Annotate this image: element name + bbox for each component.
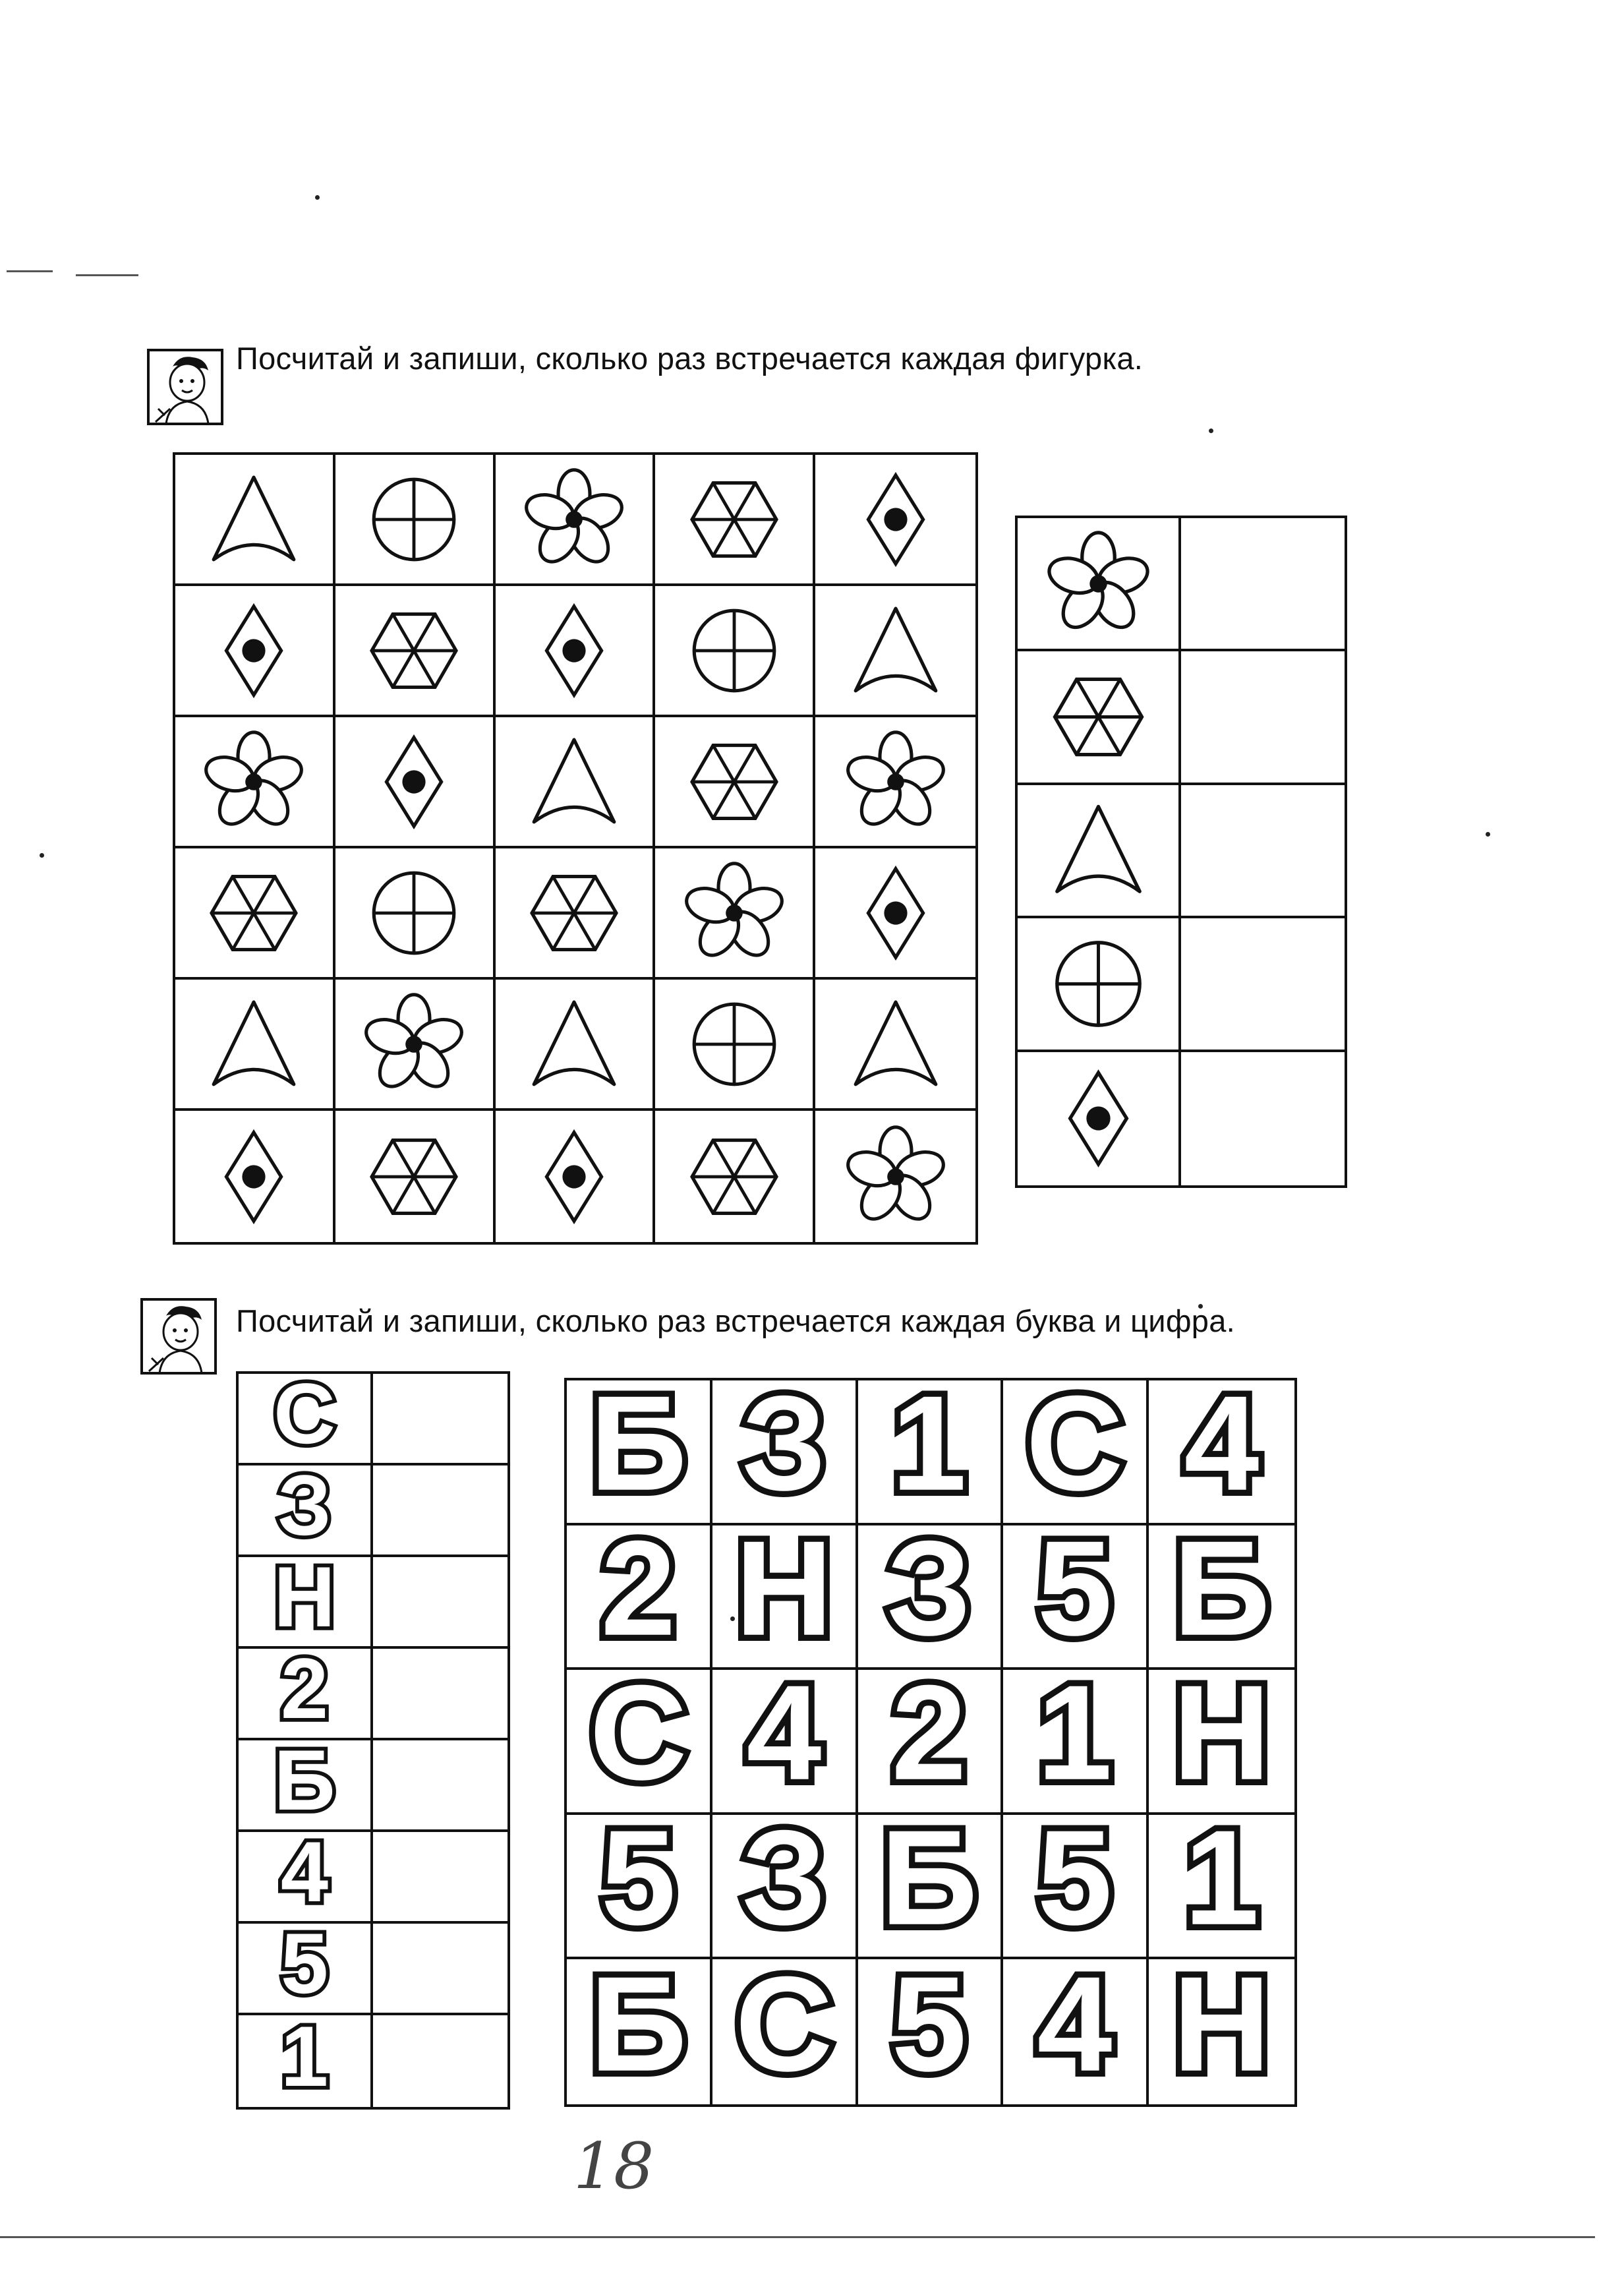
outlined-character: 4: [1184, 1384, 1260, 1520]
outlined-character: З: [741, 1818, 826, 1953]
character-cell: [712, 1380, 858, 1525]
outlined-character: Н: [1173, 1964, 1271, 2100]
hexagon-icon: [682, 729, 787, 835]
answer-input-box[interactable]: [1181, 918, 1345, 1051]
shape-cell: [496, 1111, 656, 1242]
outlined-character: С: [589, 1673, 687, 1809]
answer-key-cell: [1018, 785, 1181, 918]
triangle-icon: [521, 729, 627, 835]
outlined-character: З: [277, 1467, 332, 1553]
shape-cell: [175, 717, 335, 848]
shapes-answer-table: [1015, 516, 1347, 1188]
answer-key-cell: [239, 1740, 373, 1832]
task-1-title: Посчитай и запиши, сколько раз встречается каждая фигурка.: [236, 341, 1144, 376]
triangle-icon: [201, 467, 306, 572]
outlined-character: 5: [280, 1925, 329, 2011]
circle-cross-icon: [682, 992, 787, 1097]
shape-cell: [175, 1111, 335, 1242]
answer-input-box[interactable]: [373, 1832, 508, 1924]
shape-cell: [335, 717, 496, 848]
character-cell: [567, 1525, 712, 1671]
circle-cross-icon: [361, 860, 467, 966]
flower-icon: [521, 467, 627, 572]
shapes-grid: [173, 452, 978, 1245]
child-reading-icon: [140, 1297, 218, 1375]
diamond-dot-icon: [1044, 1064, 1153, 1173]
triangle-icon: [1044, 796, 1153, 904]
character-cell: [567, 1380, 712, 1525]
triangle-icon: [201, 992, 306, 1097]
hexagon-icon: [682, 1124, 787, 1229]
scan-artifact-bottom-line: [0, 2236, 1595, 2238]
outlined-character: 2: [891, 1673, 967, 1809]
scan-artifact-line: [76, 274, 138, 276]
character-cell: [1149, 1815, 1294, 1960]
answer-key-cell: [239, 1374, 373, 1465]
task-2-title: Посчитай и запиши, сколько раз встречается каждая буква и цифра.: [236, 1303, 1236, 1338]
character-cell: [712, 1525, 858, 1671]
character-cell: [1149, 1380, 1294, 1525]
character-cell: [1003, 1670, 1149, 1815]
answer-key-cell: [239, 1465, 373, 1557]
outlined-character: З: [886, 1528, 972, 1664]
flower-icon: [201, 729, 306, 835]
answer-input-box[interactable]: [373, 2015, 508, 2107]
answer-input-box[interactable]: [1181, 518, 1345, 651]
shape-cell: [175, 848, 335, 980]
character-cell: [1149, 1525, 1294, 1671]
answer-input-box[interactable]: [1181, 785, 1345, 918]
outlined-character: 1: [1037, 1673, 1113, 1809]
shape-cell: [815, 586, 975, 717]
shape-cell: [335, 586, 496, 717]
triangle-icon: [521, 992, 627, 1097]
outlined-character: 4: [1037, 1964, 1113, 2100]
page-number: 18: [573, 2129, 654, 2203]
character-cell: [712, 1815, 858, 1960]
circle-cross-icon: [682, 598, 787, 703]
flower-icon: [682, 860, 787, 966]
character-cell: [567, 1670, 712, 1815]
triangle-icon: [843, 992, 948, 1097]
flower-icon: [1044, 529, 1153, 638]
scan-speck: [1486, 832, 1490, 837]
outlined-character: С: [1026, 1384, 1124, 1520]
answer-input-box[interactable]: [373, 1924, 508, 2015]
shape-cell: [655, 455, 815, 586]
diamond-dot-icon: [843, 860, 948, 966]
character-cell: [858, 1670, 1004, 1815]
shape-cell: [335, 848, 496, 980]
circle-cross-icon: [361, 467, 467, 572]
character-cell: [567, 1815, 712, 1960]
child-reading-icon: [146, 348, 224, 426]
answer-input-box[interactable]: [373, 1649, 508, 1740]
diamond-dot-icon: [521, 598, 627, 703]
answer-key-cell: [239, 1832, 373, 1924]
shape-cell: [815, 717, 975, 848]
hexagon-icon: [682, 467, 787, 572]
hexagon-icon: [361, 598, 467, 703]
diamond-dot-icon: [201, 1124, 306, 1229]
scan-speck: [1209, 429, 1213, 433]
circle-cross-icon: [1044, 930, 1153, 1038]
diamond-dot-icon: [843, 467, 948, 572]
character-cell: [1149, 1959, 1294, 2104]
shape-cell: [815, 848, 975, 980]
outlined-character: 2: [280, 1650, 329, 1736]
outlined-character: 1: [280, 2018, 329, 2104]
hexagon-icon: [1044, 663, 1153, 771]
answer-input-box[interactable]: [1181, 1052, 1345, 1185]
outlined-character: 5: [1037, 1818, 1113, 1953]
answer-key-cell: [239, 1557, 373, 1649]
character-cell: [1149, 1670, 1294, 1815]
hexagon-icon: [521, 860, 627, 966]
answer-key-cell: [239, 1649, 373, 1740]
shape-cell: [496, 717, 656, 848]
diamond-dot-icon: [521, 1124, 627, 1229]
character-cell: [858, 1959, 1004, 2104]
outlined-character: 5: [891, 1964, 967, 2100]
shape-cell: [496, 586, 656, 717]
diamond-dot-icon: [361, 729, 467, 835]
outlined-character: Н: [735, 1528, 833, 1664]
shape-cell: [815, 455, 975, 586]
character-cell: [712, 1959, 858, 2104]
answer-key-cell: [1018, 918, 1181, 1051]
character-cell: [1003, 1380, 1149, 1525]
character-cell: [712, 1670, 858, 1815]
answer-key-cell: [239, 2015, 373, 2107]
shape-cell: [335, 1111, 496, 1242]
answer-input-box[interactable]: [373, 1465, 508, 1557]
outlined-character: Н: [274, 1558, 335, 1645]
shape-cell: [175, 455, 335, 586]
shape-cell: [496, 455, 656, 586]
outlined-character: 1: [1184, 1818, 1260, 1953]
outlined-character: З: [741, 1384, 826, 1520]
answer-input-box[interactable]: [373, 1374, 508, 1465]
answer-input-box[interactable]: [373, 1740, 508, 1832]
answer-key-cell: [1018, 518, 1181, 651]
shape-cell: [655, 586, 815, 717]
shape-cell: [655, 980, 815, 1111]
outlined-character: Б: [589, 1384, 687, 1520]
character-cell: [858, 1380, 1004, 1525]
answer-key-cell: [239, 1924, 373, 2015]
flower-icon: [361, 992, 467, 1097]
shape-cell: [815, 1111, 975, 1242]
outlined-character: Н: [1173, 1673, 1271, 1809]
outlined-character: 4: [280, 1833, 329, 1920]
outlined-character: 5: [1037, 1528, 1113, 1664]
flower-icon: [843, 729, 948, 835]
answer-key-cell: [1018, 651, 1181, 784]
character-cell: [1003, 1815, 1149, 1960]
shape-cell: [655, 1111, 815, 1242]
outlined-character: 2: [600, 1528, 676, 1664]
answer-key-cell: [1018, 1052, 1181, 1185]
hexagon-icon: [361, 1124, 467, 1229]
characters-grid: [564, 1378, 1297, 2107]
flower-icon: [843, 1124, 948, 1229]
hexagon-icon: [201, 860, 306, 966]
shape-cell: [175, 586, 335, 717]
shape-cell: [655, 848, 815, 980]
outlined-character: С: [274, 1375, 335, 1462]
answer-input-box[interactable]: [373, 1557, 508, 1649]
character-cell: [1003, 1525, 1149, 1671]
shape-cell: [496, 848, 656, 980]
character-cell: [1003, 1959, 1149, 2104]
answer-input-box[interactable]: [1181, 651, 1345, 784]
shape-cell: [335, 980, 496, 1111]
character-cell: [567, 1959, 712, 2104]
diamond-dot-icon: [201, 598, 306, 703]
outlined-character: 4: [746, 1673, 822, 1809]
scan-artifact-line: [7, 270, 53, 272]
outlined-character: Б: [881, 1818, 978, 1953]
scan-speck: [315, 195, 320, 200]
outlined-character: С: [735, 1964, 833, 2100]
character-cell: [858, 1815, 1004, 1960]
outlined-character: 1: [891, 1384, 967, 1520]
shape-cell: [335, 455, 496, 586]
outlined-character: Б: [1173, 1528, 1271, 1664]
outlined-character: Б: [589, 1964, 687, 2100]
scan-speck: [40, 853, 44, 858]
outlined-character: 5: [600, 1818, 676, 1953]
triangle-icon: [843, 598, 948, 703]
shape-cell: [815, 980, 975, 1111]
character-cell: [858, 1525, 1004, 1671]
characters-answer-table: [236, 1371, 510, 2110]
shape-cell: [496, 980, 656, 1111]
outlined-character: Б: [274, 1742, 335, 1828]
shape-cell: [175, 980, 335, 1111]
shape-cell: [655, 717, 815, 848]
